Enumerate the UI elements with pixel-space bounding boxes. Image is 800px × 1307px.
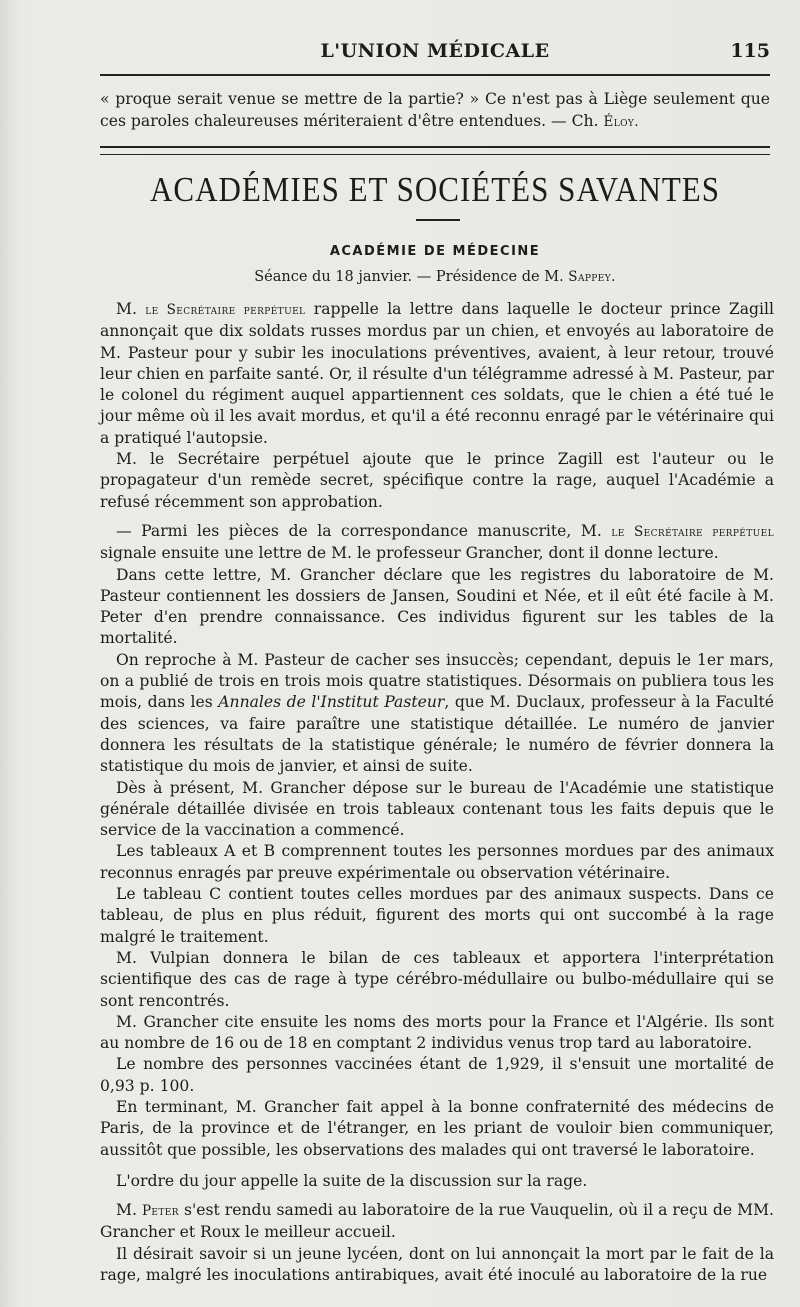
speaker-name: Peter [141, 1203, 179, 1220]
paragraph: Le nombre des personnes vaccinées étant de 1,929, il s'ensuit une mortalité de 0,93 p. 100. [100, 1055, 774, 1095]
section-title: ACADÉMIES ET SOCIÉTÉS SAVANTES [150, 169, 720, 210]
paragraph: En terminant, M. Grancher fait appel à la bonne confraternité des médecins de Paris, de la province et de l'étranger, en les priant de vouloir bien communiquer, aussitôt que possible, les observations des malades qui ont traversé le laboratoire. [100, 1097, 774, 1159]
article-body [100, 299, 774, 1286]
paragraph-text: s'est rendu samedi au laboratoire de la rue Vauquelin, où il a reçu de MM. Grancher et Roux le meilleur accueil. [100, 1201, 774, 1242]
paragraph-text: , que M. Duclaux, professeur à la Faculté des sciences, va faire paraître une statistique détaillée. Le numéro de janvier donnera les résultats de la statistique générale; le numéro de février donnera la statistique du mois de janvier, et ainsi de suite. [100, 693, 774, 776]
quote-text: « proque serait venue se mettre de la partie? » Ce n'est pas à Liège seulement que ces paroles chaleureuses mériteraient d'être entendues. — Ch. [100, 90, 770, 130]
journal-reference: Annales de l'Institut Pasteur [218, 693, 445, 712]
subsection-title: ACADÉMIE DE MÉDECINE [329, 244, 541, 259]
paragraph-text: On reproche à M. Pasteur de cacher ses insuccès; cependant, depuis le 1er mars, on a publié de trois en trois mois quatre statistiques. Désormais on publiera tous les mois, dans les [100, 650, 774, 712]
paragraph-lead: M. [116, 1201, 142, 1220]
title-rule [416, 219, 460, 221]
speaker-name: le Secrétaire perpétuel [145, 302, 306, 318]
closing-quote [100, 88, 770, 133]
paragraph-lead: M. [116, 300, 146, 318]
paragraph: M. Vulpian donnera le bilan de ces tableaux et apportera l'interprétation scientifique des cas de rage à type cérébro-médullaire ou bulbo-médullaire qui se sont rencontrés. [100, 948, 774, 1010]
quote-author: Éloy. [603, 114, 639, 130]
running-head [100, 40, 770, 72]
paragraph: M. le Secrétaire perpétuel ajoute que le prince Zagill est l'auteur ou le propagateur d'un remède secret, spécifique contre la rage, auquel l'Académie a refusé récemment son approbation. [100, 450, 774, 511]
paragraph [100, 1200, 774, 1244]
paragraph: Il désirait savoir si un jeune lycéen, dont on lui annonçait la mort par le fait de la rage, malgré les inoculations antirabiques, avait été inoculé au laboratoire de la rue [100, 1244, 774, 1285]
paragraph-text: signale ensuite une lettre de M. le professeur Grancher, dont il donne lecture. [100, 544, 719, 563]
paragraph [100, 299, 774, 449]
paragraph: Le tableau C contient toutes celles mordues par des animaux suspects. Dans ce tableau, de plus en plus réduit, figurent des morts qui ont succombé à la rage malgré le traitement. [100, 885, 774, 946]
paragraph: Les tableaux A et B comprennent toutes les personnes mordues par des animaux reconnus enragés par preuve expérimentale ou observation vétérinaire. [100, 842, 774, 882]
session-president: Sappey. [568, 269, 616, 285]
section-divider [100, 146, 770, 155]
paragraph [100, 521, 774, 565]
paragraph [100, 650, 774, 778]
session-text: Séance du 18 janvier. — Présidence de M. [254, 269, 569, 285]
speaker-name: le Secrétaire perpétuel [611, 523, 775, 540]
paragraph: M. Grancher cite ensuite les noms des morts pour la France et l'Algérie. Ils sont au nombre de 16 ou de 18 en comptant 2 individus venus trop tard au laboratoire. [100, 1012, 774, 1053]
session-line [100, 269, 770, 285]
paragraph: L'ordre du jour appelle la suite de la discussion sur la rage. [116, 1171, 588, 1190]
paragraph: Dans cette lettre, M. Grancher déclare que les registres du laboratoire de M. Pasteur contiennent les dossiers de Jansen, Soudini et Née, et il eût été facile à M. Peter d'en prendre connaissance. Ces individus figurent sur les tables de la mortalité. [100, 565, 774, 648]
paragraph-lead: — Parmi les pièces de la correspondance manuscrite, M. [116, 521, 612, 540]
paragraph-text: rappelle la lettre dans laquelle le docteur prince Zagill annonçait que dix soldats russes mordus par un chien, et envoyés au laboratoire de M. Pasteur pour y subir les inoculations préventives, avaient, à leur retour, trouvé leur chien en parfaite santé. Or, il résulte d'un télégramme adressé à M. Pasteur, par le colonel du régiment auquel appartiennent ces soldats, que le chien a été tué le jour même où il les avait mordus, et qu'il a été reconnu enragé par le vétérinaire qui a pratiqué l'autopsie. [100, 300, 774, 447]
paragraph: Dès à présent, M. Grancher dépose sur le bureau de l'Académie une statistique générale détaillée divisée en trois tableaux contenant tous les faits depuis que le service de la vaccination a commencé. [100, 778, 774, 840]
header-rule [100, 74, 770, 76]
journal-title: L'UNION MÉDICALE [320, 40, 550, 62]
page-number: 115 [730, 40, 770, 62]
